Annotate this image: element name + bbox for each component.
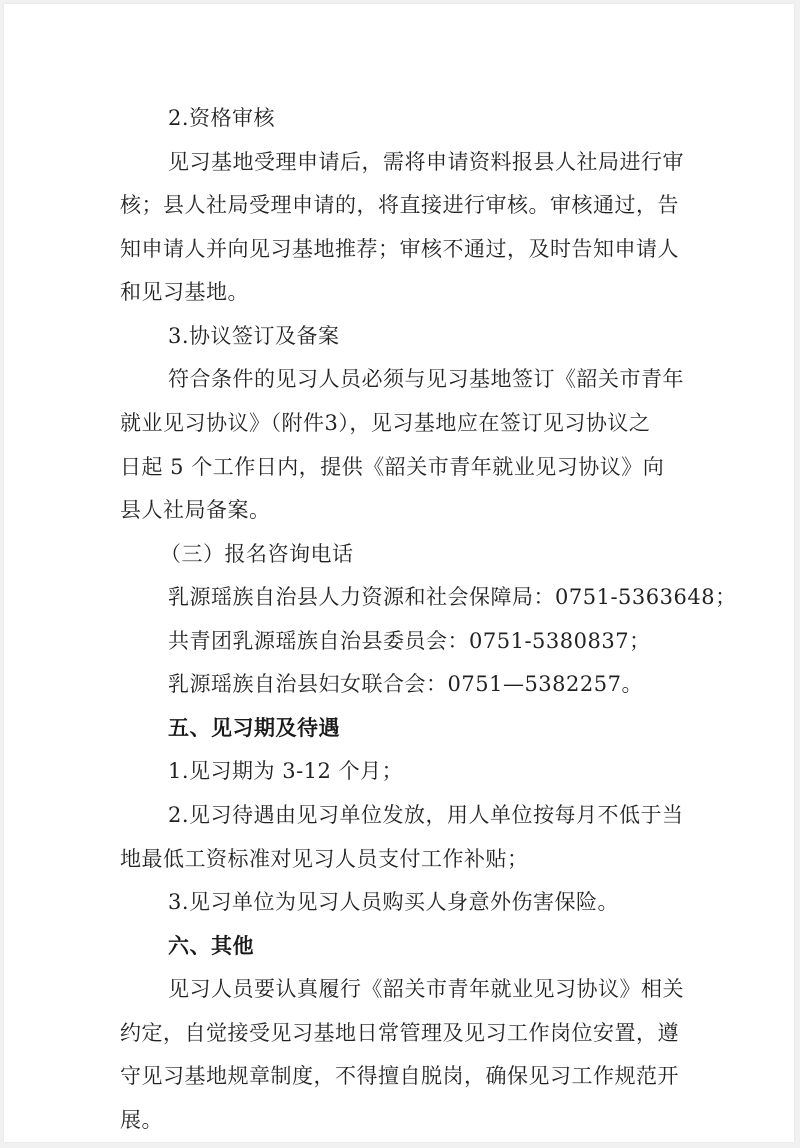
document-page: [4, 4, 794, 1142]
paragraph-line: 见习基地受理申请后，需将申请资料报县人社局进行审: [168, 149, 684, 174]
paragraph-line: 地最低工资标准对见习人员支付工作补贴；: [120, 846, 529, 871]
paragraph-line: 守见习基地规章制度，不得擅自脱岗，确保见习工作规范开: [120, 1064, 679, 1089]
subheading-agreement-signing: 3.协议签订及备案: [168, 323, 340, 348]
paragraph-line: 县人社局备案。: [120, 498, 271, 523]
list-item-treatment: 2.见习待遇由见习单位发放，用人单位按每月不低于当: [168, 803, 684, 828]
paragraph-line: 约定，自觉接受见习基地日常管理及见习工作岗位安置，遵: [120, 1020, 679, 1045]
phone-line-youth-league: 共青团乳源瑶族自治县委员会：0751-5380837；: [168, 628, 651, 653]
paragraph-line: 见习人员要认真履行《韶关市青年就业见习协议》相关: [168, 977, 684, 1002]
section-heading-period-and-treatment: 五、见习期及待遇: [168, 715, 340, 740]
paragraph-line: 和见习基地。: [120, 280, 249, 305]
paragraph-line: 知申请人并向见习基地推荐；审核不通过，及时告知申请人: [120, 236, 679, 261]
paragraph-line: 展。: [120, 1108, 163, 1132]
section-heading-other: 六、其他: [168, 933, 254, 958]
paragraph-line: 就业见习协议》（附件3），见习基地应在签订见习协议之: [120, 410, 651, 435]
paragraph-line: 核；县人社局受理申请的，将直接进行审核。审核通过，告: [120, 193, 679, 218]
phone-line-womens-federation: 乳源瑶族自治县妇女联合会：0751—5382257。: [168, 672, 643, 697]
paragraph-line: 符合条件的见习人员必须与见习基地签订《韶关市青年: [168, 367, 684, 392]
subheading-consultation-phones: （三）报名咨询电话: [160, 541, 354, 566]
paragraph-line: 日起 5 个工作日内，提供《韶关市青年就业见习协议》向: [120, 454, 665, 479]
list-item-insurance: 3.见习单位为见习人员购买人身意外伤害保险。: [168, 890, 620, 915]
subheading-qualification-review: 2.资格审核: [168, 106, 276, 130]
phone-line-hr-bureau: 乳源瑶族自治县人力资源和社会保障局：0751-5363648；: [168, 585, 737, 610]
list-item-period: 1.见习期为 3-12 个月；: [168, 759, 404, 784]
